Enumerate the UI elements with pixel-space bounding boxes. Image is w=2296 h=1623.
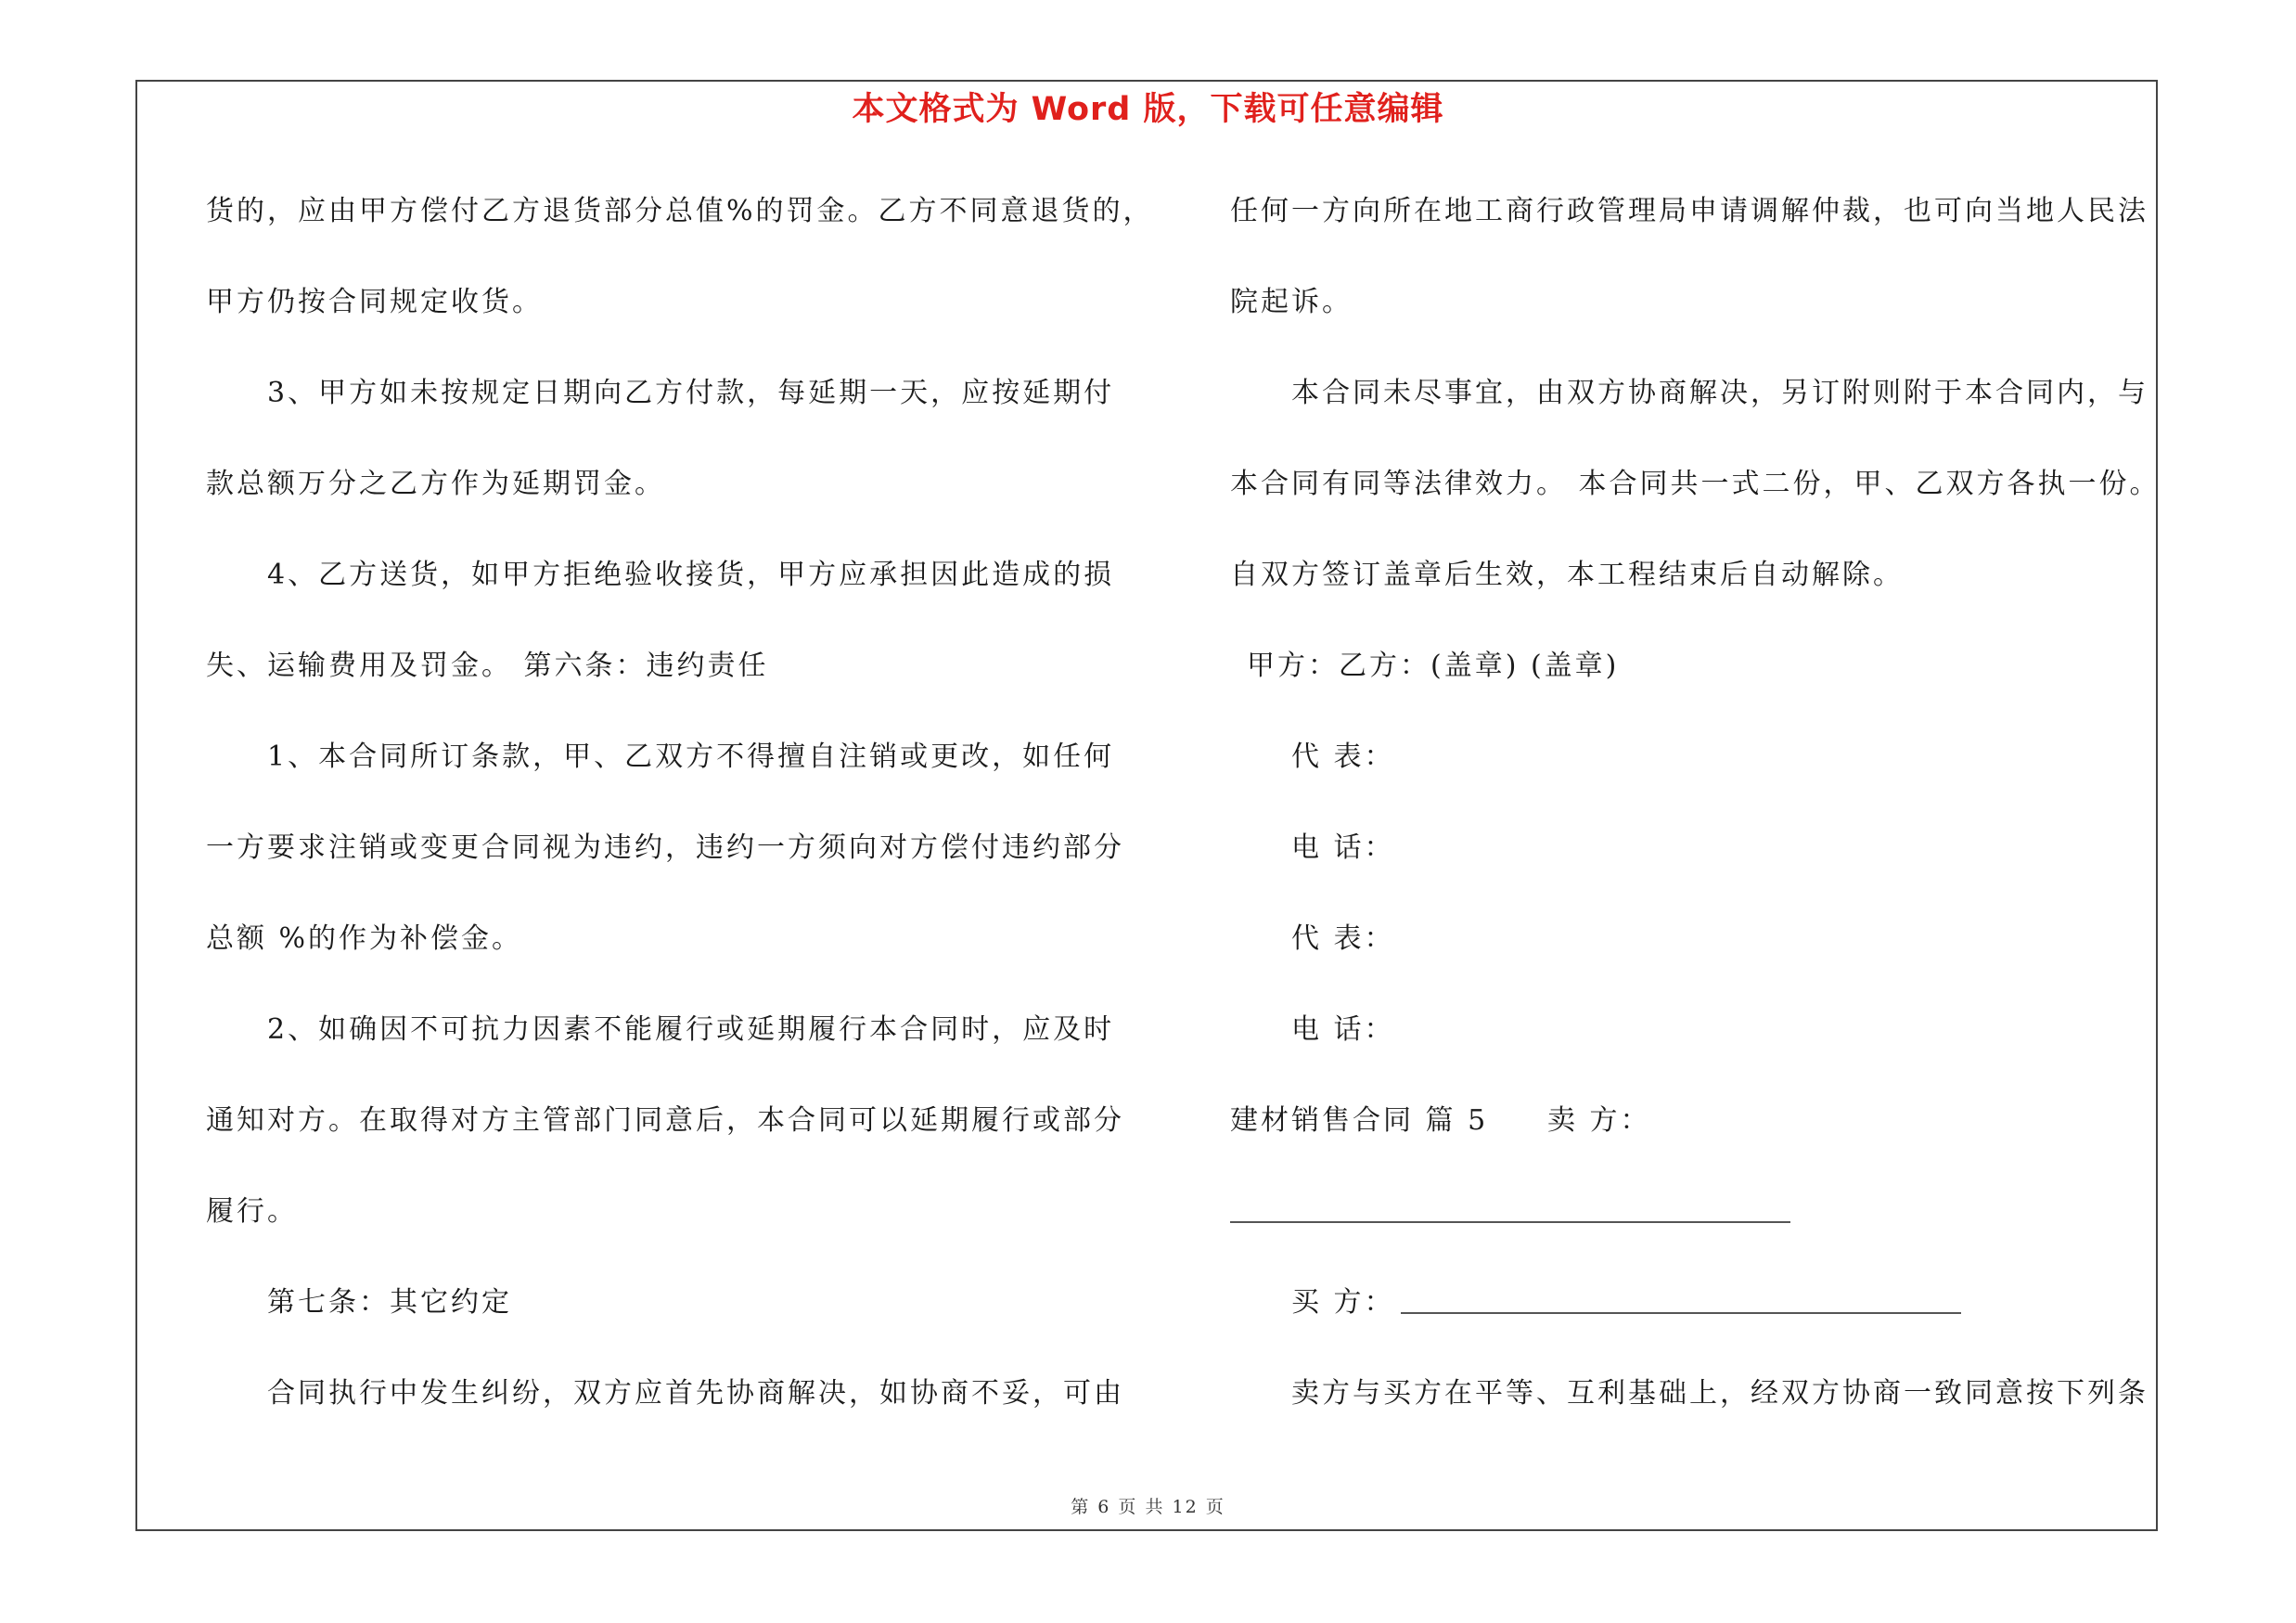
paragraph-line: 甲方仍按合同规定收货。 [206,286,543,318]
phone-label: 电 话： [1291,831,1395,864]
paragraph-line: 一方要求注销或变更合同视为违约，违约一方须向对方偿付违约部分 [206,831,1124,864]
paragraph-line: 任何一方向所在地工商行政管理局申请调解仲裁，也可向当地人民法 [1230,195,2148,227]
section-heading: 第七条：其它约定 [267,1286,512,1319]
paragraph-line: 3、甲方如未按规定日期向乙方付款，每延期一天，应按延期付 [267,377,1115,409]
paragraph-line: 货的，应由甲方偿付乙方退货部分总值%的罚金。乙方不同意退货的， [206,195,1154,227]
paragraph-line: 4、乙方送货，如甲方拒绝验收接货，甲方应承担因此造成的损 [267,559,1115,591]
party-seal-line: 甲方：乙方：(盖章) (盖章) [1247,650,1620,682]
representative-label: 代 表： [1291,922,1395,955]
seller-blank-line [1230,1221,1790,1223]
paragraph-line: 失、运输费用及罚金。 第六条：违约责任 [206,650,769,682]
paragraph-line: 款总额万分之乙方作为延期罚金。 [206,468,665,500]
paragraph-line: 通知对方。在取得对方主管部门同意后，本合同可以延期履行或部分 [206,1104,1124,1137]
word-format-banner: 本文格式为 Word 版，下载可任意编辑 [852,91,1444,128]
seller-label: 卖 方： [1547,1104,1651,1137]
representative-label: 代 表： [1291,741,1395,773]
paragraph-line: 本合同有同等法律效力。 本合同共一式二份，甲、乙双方各执一份。 [1230,468,2161,500]
paragraph-line: 卖方与买方在平等、互利基础上，经双方协商一致同意按下列条 [1291,1377,2148,1410]
phone-label: 电 话： [1291,1013,1395,1046]
contract-title: 建材销售合同 篇 5 [1230,1104,1489,1137]
paragraph-line: 本合同未尽事宜，由双方协商解决，另订附则附于本合同内，与 [1291,377,2148,409]
page-number: 第 6 页 共 12 页 [1071,1497,1225,1517]
paragraph-line: 履行。 [206,1195,298,1228]
buyer-blank-line [1401,1312,1961,1314]
paragraph-line: 院起诉。 [1230,286,1353,318]
buyer-label: 买 方： [1291,1286,1395,1319]
paragraph-line: 合同执行中发生纠纷，双方应首先协商解决，如协商不妥，可由 [267,1377,1124,1410]
paragraph-line: 2、如确因不可抗力因素不能履行或延期履行本合同时，应及时 [267,1013,1115,1046]
paragraph-line: 1、本合同所订条款，甲、乙双方不得擅自注销或更改，如任何 [267,741,1115,773]
paragraph-line: 总额 %的作为补偿金。 [206,922,523,955]
paragraph-line: 自双方签订盖章后生效，本工程结束后自动解除。 [1230,559,1904,591]
